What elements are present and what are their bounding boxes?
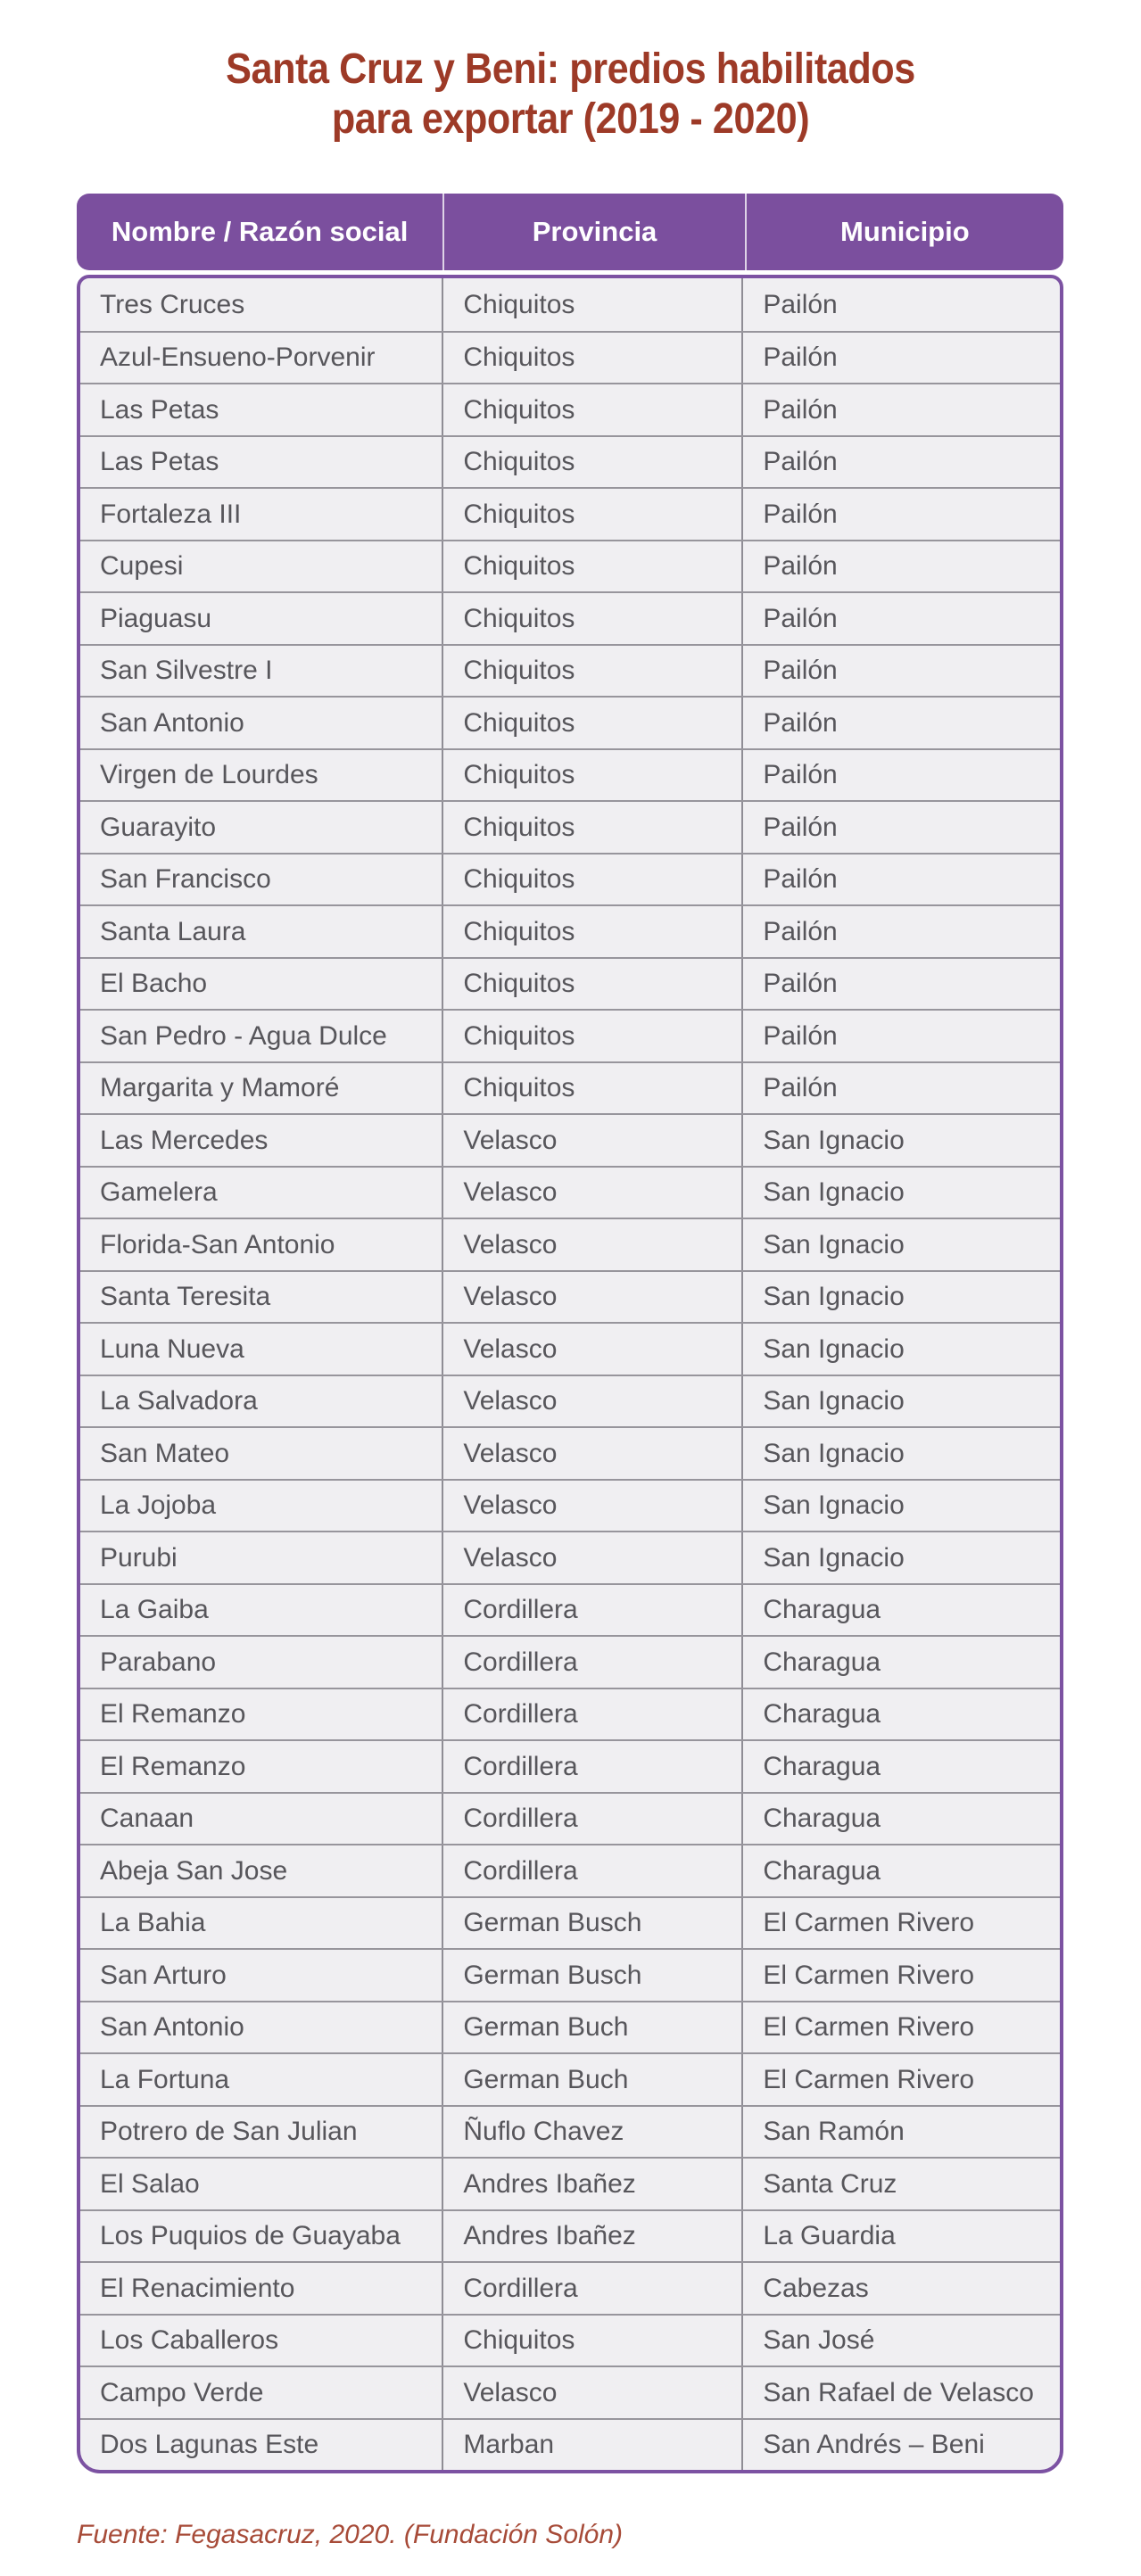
cell-nombre: Margarita y Mamoré [80,1063,443,1114]
table-row [80,1739,1060,1792]
table-row [80,2209,1060,2262]
cell-provincia: Chiquitos [443,593,743,644]
table-row [80,2261,1060,2314]
cell-municipio: Pailón [763,603,838,633]
table-row [80,800,1060,853]
cell-nombre: Campo Verde [80,2367,443,2418]
cell-provincia: Ñuflo Chavez [443,2107,743,2158]
cell-municipio: San Ignacio [763,1438,905,1468]
cell-nombre: Virgen de Lourdes [80,750,443,801]
cell-nombre: Florida-San Antonio [80,1219,443,1270]
cell-provincia: Chiquitos [443,1011,743,1061]
cell-provincia: Chiquitos [443,1063,743,1114]
table-row [80,1635,1060,1688]
cell-municipio: Cabezas [763,2273,869,2303]
cell-provincia: Velasco [443,2367,743,2418]
table-row [80,1166,1060,1218]
cell-nombre: La Salvadora [80,1376,443,1427]
cell-municipio: El Carmen Rivero [763,1960,975,1990]
cell-provincia: Chiquitos [443,278,743,331]
cell-nombre: La Gaiba [80,1585,443,1636]
table-row [80,1270,1060,1323]
cell-municipio: Charagua [763,1751,881,1781]
table-row [80,957,1060,1010]
cell-municipio: Pailón [763,864,838,895]
table-row [80,591,1060,644]
cell-provincia: Chiquitos [443,541,743,592]
cell-nombre: Tres Cruces [80,278,443,331]
cell-municipio: La Guardia [763,2221,896,2251]
table-row [80,1426,1060,1479]
cell-nombre: Las Petas [80,384,443,435]
table-row [80,904,1060,957]
cell-municipio: San Andrés – Beni [763,2430,985,2460]
table-row [80,1218,1060,1270]
column-header-provincia: Provincia [442,194,744,270]
cell-municipio: Pailón [763,1073,838,1103]
table-row [80,696,1060,748]
cell-municipio: San Ignacio [763,1125,905,1155]
column-header-nombre: Nombre / Razón social [111,216,409,248]
cell-provincia: Cordillera [443,1637,743,1688]
table-body [77,275,1063,2473]
cell-municipio: El Carmen Rivero [763,1908,975,1938]
cell-municipio: Santa Cruz [763,2168,897,2199]
cell-provincia: Cordillera [443,1585,743,1636]
cell-municipio: Pailón [763,343,838,373]
cell-provincia: German Busch [443,1898,743,1949]
column-header-municipio: Municipio [745,194,1063,270]
table-row [80,1479,1060,1532]
table-row [80,2157,1060,2209]
cell-provincia: Andres Ibañez [443,2211,743,2262]
cell-provincia: Chiquitos [443,333,743,384]
cell-nombre: Los Caballeros [80,2316,443,2366]
cell-municipio: Pailón [763,1020,838,1051]
page-title [57,0,1084,144]
cell-municipio: Pailón [763,551,838,582]
table-row [80,1792,1060,1845]
table-row [80,331,1060,384]
cell-provincia: Chiquitos [443,698,743,748]
table-row [80,1948,1060,2001]
cell-nombre: San Silvestre I [80,646,443,697]
cell-municipio: San Ignacio [763,1490,905,1521]
cell-nombre: San Pedro - Agua Dulce [80,1011,443,1061]
cell-provincia: Cordillera [443,1845,743,1896]
cell-provincia: German Buch [443,2054,743,2105]
table-row [80,1322,1060,1375]
cell-nombre: Gamelera [80,1168,443,1218]
cell-municipio: Pailón [763,394,838,425]
table-row [80,1583,1060,1636]
cell-provincia: Chiquitos [443,437,743,488]
table-row [80,278,1060,331]
cell-nombre: Luna Nueva [80,1324,443,1375]
cell-nombre: Potrero de San Julian [80,2107,443,2158]
cell-nombre: Las Mercedes [80,1115,443,1166]
cell-municipio: Charagua [763,1855,881,1886]
cell-nombre: La Bahia [80,1898,443,1949]
table-row [80,1531,1060,1583]
table-row [80,1844,1060,1896]
cell-provincia: Chiquitos [443,2316,743,2366]
cell-municipio: El Carmen Rivero [763,2012,975,2043]
cell-municipio: San Ignacio [763,1282,905,1312]
table-row [80,1896,1060,1949]
cell-nombre: Purubi [80,1532,443,1583]
cell-municipio: San Ignacio [763,1386,905,1416]
cell-provincia: Chiquitos [443,802,743,853]
cell-municipio: Pailón [763,499,838,529]
table-row [80,540,1060,592]
cell-provincia: Velasco [443,1428,743,1479]
cell-provincia: Velasco [443,1481,743,1532]
table-row [80,1113,1060,1166]
cell-nombre: San Mateo [80,1428,443,1479]
export-table [77,194,1063,2473]
cell-nombre: Santa Laura [80,906,443,957]
cell-municipio: El Carmen Rivero [763,2064,975,2094]
cell-provincia: Cordillera [443,2263,743,2314]
cell-nombre: El Salao [80,2159,443,2209]
table-row [80,435,1060,488]
cell-municipio: Pailón [763,289,838,319]
cell-provincia: Cordillera [443,1689,743,1740]
table-row [80,2001,1060,2053]
cell-nombre: Los Puquios de Guayaba [80,2211,443,2262]
cell-provincia: Chiquitos [443,384,743,435]
table-row [80,2365,1060,2418]
cell-municipio: San José [763,2325,875,2356]
cell-nombre: La Fortuna [80,2054,443,2105]
cell-municipio: San Ignacio [763,1333,905,1364]
cell-nombre: Fortaleza III [80,489,443,540]
table-row [80,383,1060,435]
cell-provincia: German Buch [443,2002,743,2053]
cell-municipio: Charagua [763,1699,881,1730]
cell-provincia: Chiquitos [443,855,743,905]
cell-provincia: German Busch [443,1950,743,2001]
table-row [80,748,1060,801]
table-row [80,1061,1060,1114]
table-row [80,1375,1060,1427]
cell-provincia: Velasco [443,1532,743,1583]
cell-provincia: Marban [443,2420,743,2471]
cell-provincia: Chiquitos [443,959,743,1010]
cell-nombre: Guarayito [80,802,443,853]
cell-provincia: Velasco [443,1272,743,1323]
cell-nombre: El Renacimiento [80,2263,443,2314]
cell-municipio: San Rafael de Velasco [763,2377,1034,2407]
cell-nombre: San Francisco [80,855,443,905]
cell-provincia: Chiquitos [443,750,743,801]
table-row [80,2105,1060,2158]
cell-provincia: Andres Ibañez [443,2159,743,2209]
cell-municipio: Pailón [763,916,838,946]
cell-provincia: Chiquitos [443,906,743,957]
cell-municipio: San Ignacio [763,1229,905,1259]
cell-nombre: Canaan [80,1794,443,1845]
table-row [80,487,1060,540]
cell-nombre: Dos Lagunas Este [80,2420,443,2471]
cell-provincia: Velasco [443,1115,743,1166]
table-row [80,1688,1060,1740]
cell-provincia: Chiquitos [443,646,743,697]
cell-nombre: Piaguasu [80,593,443,644]
cell-municipio: Charagua [763,1804,881,1834]
cell-nombre: El Remanzo [80,1689,443,1740]
page-title-line2: para exportar (2019 - 2020) [331,95,810,143]
cell-municipio: Charagua [763,1647,881,1677]
cell-provincia: Velasco [443,1324,743,1375]
cell-nombre: El Bacho [80,959,443,1010]
cell-nombre: Cupesi [80,541,443,592]
cell-nombre: Abeja San Jose [80,1845,443,1896]
cell-nombre: Las Petas [80,437,443,488]
cell-municipio: Pailón [763,656,838,686]
cell-nombre: Azul-Ensueno-Porvenir [80,333,443,384]
table-row [80,2314,1060,2366]
cell-nombre: San Antonio [80,698,443,748]
cell-municipio: Pailón [763,707,838,738]
cell-nombre: Santa Teresita [80,1272,443,1323]
cell-nombre: San Antonio [80,2002,443,2053]
cell-municipio: San Ignacio [763,1542,905,1573]
table-row [80,644,1060,697]
cell-nombre: La Jojoba [80,1481,443,1532]
cell-nombre: Parabano [80,1637,443,1688]
cell-provincia: Cordillera [443,1741,743,1792]
cell-municipio: Pailón [763,760,838,790]
source-caption: Fuente: Fegasacruz, 2020. (Fundación Solón) [77,2520,624,2550]
cell-provincia: Cordillera [443,1794,743,1845]
cell-nombre: El Remanzo [80,1741,443,1792]
cell-municipio: Charagua [763,1595,881,1625]
cell-provincia: Chiquitos [443,489,743,540]
table-row [80,2418,1060,2471]
cell-nombre: San Arturo [80,1950,443,2001]
table-row [80,853,1060,905]
cell-municipio: San Ramón [763,2117,905,2147]
cell-municipio: San Ignacio [763,1177,905,1208]
cell-provincia: Velasco [443,1219,743,1270]
cell-provincia: Velasco [443,1168,743,1218]
page-title-line1: Santa Cruz y Beni: predios habilitados [226,45,915,93]
cell-municipio: Pailón [763,969,838,999]
cell-municipio: Pailón [763,812,838,842]
table-row [80,1009,1060,1061]
cell-municipio: Pailón [763,447,838,477]
table-header-row [77,194,1063,270]
cell-provincia: Velasco [443,1376,743,1427]
table-row [80,2052,1060,2105]
